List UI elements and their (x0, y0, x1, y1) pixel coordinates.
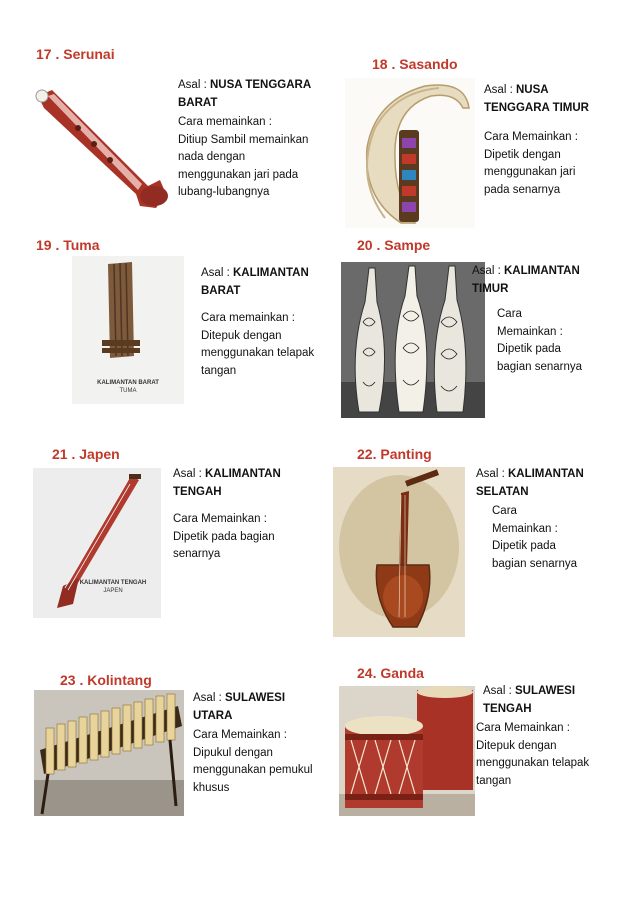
origin-value: KALIMANTAN BARAT (201, 267, 309, 297)
panting-photo (333, 467, 465, 637)
item-description (476, 466, 601, 573)
origin-value: SULAWESI TENGAH (483, 685, 576, 715)
origin-label: Asal : (201, 267, 233, 279)
photo-caption: JAPEN (103, 588, 123, 594)
tuma-photo (72, 256, 184, 404)
item-title: 21 . Japen (52, 446, 120, 462)
item-title: 23 . Kolintang (60, 672, 152, 688)
item-description (476, 683, 604, 790)
play-method: Cara Memainkan : Ditepuk dengan menggunakan telapak tangan (476, 722, 590, 787)
play-method: Cara Memainkan : Dipetik dengan menggunakan jari pada senarnya (484, 131, 578, 196)
item-title: 18 . Sasando (372, 56, 458, 72)
photo-caption: TUMA (119, 388, 137, 394)
play-method: Cara memainkan : Ditepuk dengan menggunakan telapak tangan (201, 312, 315, 377)
photo-caption: KALIMANTAN BARAT (97, 380, 159, 386)
origin-value: NUSA TENGGARA TIMUR (484, 84, 589, 114)
item-title: 22. Panting (357, 446, 432, 462)
item-description (472, 263, 597, 376)
play-method: Cara Memainkan : Dipetik pada bagian senarnya (173, 513, 275, 560)
origin-value: KALIMANTAN TENGAH (173, 468, 281, 498)
sampe-photo (341, 262, 485, 418)
item-description (178, 77, 318, 202)
item-title: 17 . Serunai (36, 46, 115, 62)
origin-value: NUSA TENGGARA BARAT (178, 79, 311, 109)
origin-value: KALIMANTAN SELATAN (476, 468, 584, 498)
item-title: 24. Ganda (357, 665, 424, 681)
item-title: 19 . Tuma (36, 237, 100, 253)
origin-label: Asal : (193, 692, 225, 704)
item-title: 20 . Sampe (357, 237, 431, 253)
sasando-photo (345, 78, 475, 228)
play-method: Cara memainkan : Ditiup Sambil memainkan nada dengan menggunakan jari pada lubang-lubangnya (178, 116, 309, 198)
origin-label: Asal : (173, 468, 205, 480)
play-method: Cara Memainkan : Dipetik pada bagian senarnya (492, 505, 578, 570)
photo-caption: KALIMANTAN TENGAH (79, 580, 147, 586)
origin-label: Asal : (472, 265, 504, 277)
origin-value: SULAWESI UTARA (193, 692, 286, 722)
origin-label: Asal : (178, 79, 210, 91)
item-description (193, 690, 318, 797)
origin-label: Asal : (483, 685, 515, 697)
kolintang-photo (34, 690, 184, 816)
item-description (484, 82, 604, 199)
origin-label: Asal : (484, 84, 516, 96)
japen-photo (33, 468, 161, 618)
item-description (201, 265, 321, 380)
serunai-photo (30, 82, 170, 217)
item-description (173, 466, 298, 564)
origin-value: KALIMANTAN TIMUR (472, 265, 580, 295)
play-method: Cara Memainkan : Dipetik pada bagian senarnya (497, 308, 583, 373)
ganda-photo (339, 686, 475, 816)
play-method: Cara Memainkan : Dipukul dengan menggunakan pemukul khusus (193, 729, 313, 794)
origin-label: Asal : (476, 468, 508, 480)
